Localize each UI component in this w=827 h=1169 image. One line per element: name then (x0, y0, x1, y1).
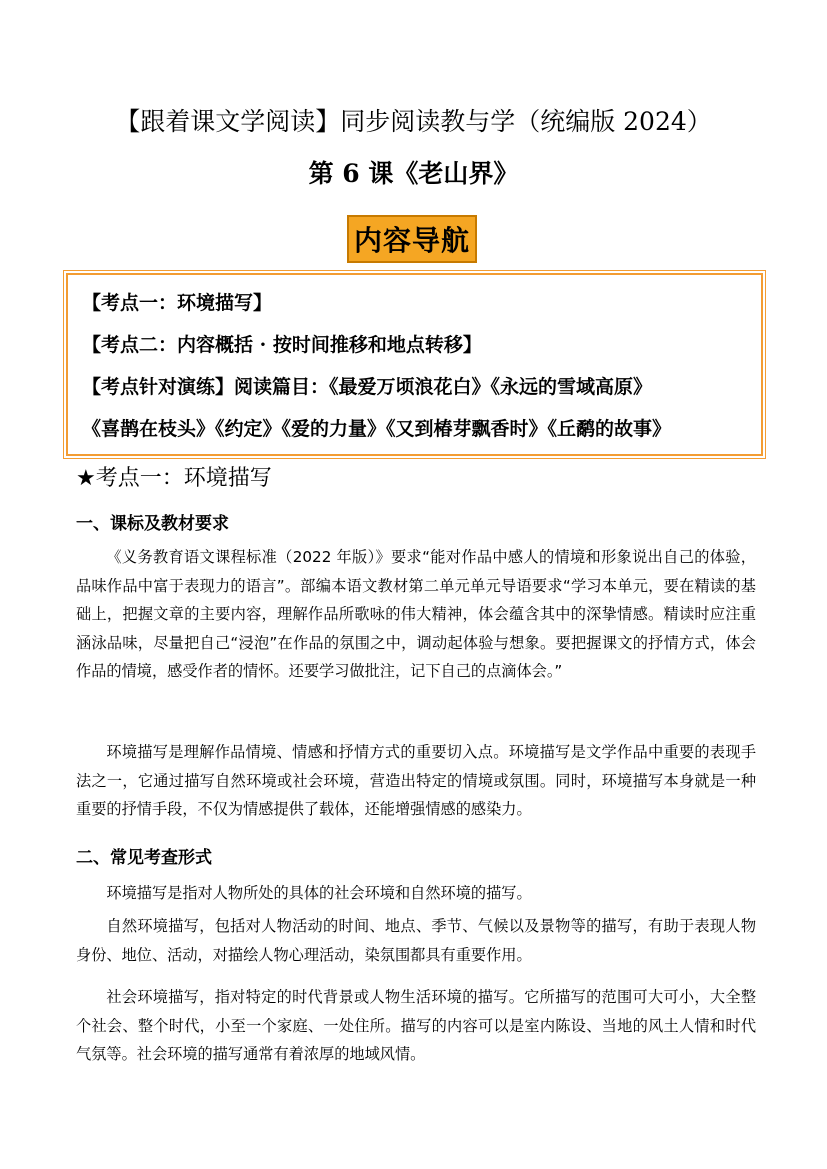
star-icon: ★ (76, 466, 96, 491)
nav-item-point-1: 【考点一：环境描写】 (82, 292, 273, 314)
paragraph: 《义务教育语文课程标准（2022 年版）》要求“能对作品中感人的情境和形象说出自己的体验，品味作品中富于表现力的语言”。部编本语文教材第二单元单元导语要求“学习本单元，要在精读的基础上，把握文章的主要内容，理解作品所歌咏的伟大精神，体会蕴含其中的深挚情感。精读时应注重涵泳品味，尽量把自己“浸泡”在作品的氛围之中，调动起体验与想象。要把握课文的抒情方式，体会作品的情境，感受作者的情怀。还要学习做批注，记下自己的点滴体会。” (76, 548, 756, 681)
content-nav-box (66, 273, 763, 456)
paragraph: 社会环境描写，指对特定的时代背景或人物生活环境的描写。它所描写的范围可大可小，大全整个社会、整个时代，小至一个家庭、一处住所。描写的内容可以是室内陈设、当地的风土人情和时代气氛等。社会环境的描写通常有着浓厚的地域风情。 (76, 988, 756, 1064)
paragraph: 环境描写是理解作品情境、情感和抒情方式的重要切入点。环境描写是文学作品中重要的表现手法之一，它通过描写自然环境或社会环境，营造出特定的情境或氛围。同时，环境描写本身就是一种重要的抒情手段，不仅为情感提供了载体，还能增强情感的感染力。 (76, 743, 756, 819)
section-heading (76, 462, 272, 496)
nav-item-practice-cont: 《喜鹊在枝头》《约定》《爱的力量》《又到椿芽飘香时》《丘鹬的故事》 (82, 418, 672, 440)
content-nav-badge (347, 215, 477, 263)
paragraph: 自然环境描写，包括对人物活动的时间、地点、季节、气候以及景物等的描写，有助于表现人物身份、地位、活动，对描绘人物心理活动，染氛围都具有重要作用。 (76, 917, 756, 964)
subheading-forms: 二、常见考查形式 (76, 848, 212, 868)
nav-item-point-2: 【考点二：内容概括 · 按时间推移和地点转移】 (82, 334, 482, 356)
nav-item-practice: 【考点针对演练】阅读篇目：《最爱万顷浪花白》《永远的雪域高原》 (82, 376, 653, 398)
section-heading-text: 考点一：环境描写 (95, 466, 272, 491)
paragraph: 环境描写是指对人物所处的具体的社会环境和自然环境的描写。 (106, 884, 532, 902)
content-nav-label: 内容导航 (353, 224, 470, 257)
subheading-standards: 一、课标及教材要求 (76, 514, 229, 534)
document-title: 【跟着课文学阅读】同步阅读教与学（统编版 2024） (115, 107, 712, 136)
lesson-title: 第 6 课《老山界》 (308, 159, 519, 188)
